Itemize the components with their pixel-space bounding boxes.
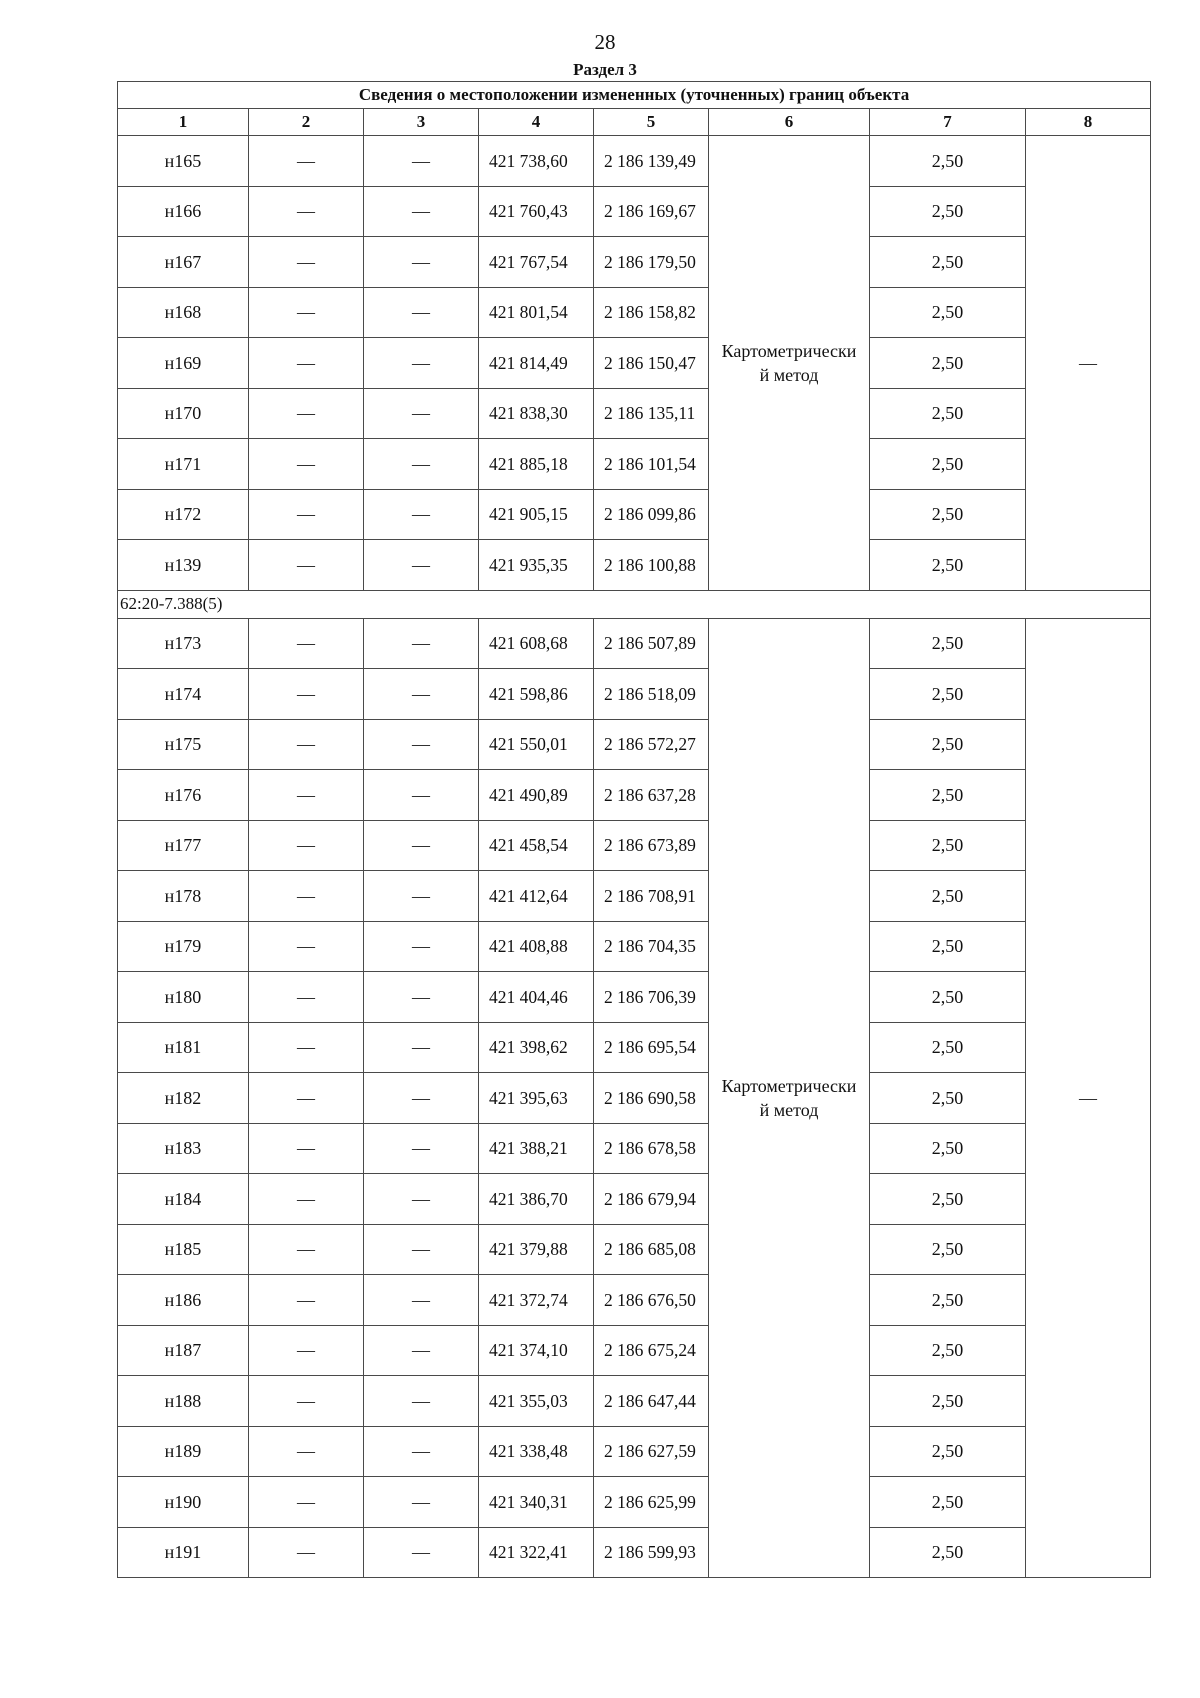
- accuracy-value: 2,50: [870, 1123, 1026, 1174]
- accuracy-value: 2,50: [870, 237, 1026, 288]
- column-2-value: —: [249, 489, 364, 540]
- table-row: [118, 1224, 1151, 1275]
- column-header: 5: [594, 109, 709, 136]
- method-text-line-1: Картометрически: [721, 340, 857, 361]
- point-number: н176: [118, 770, 249, 821]
- accuracy-value: 2,50: [870, 972, 1026, 1023]
- column-3-value: —: [364, 439, 479, 490]
- y-coordinate: 2 186 647,44: [594, 1376, 709, 1427]
- y-coordinate: 2 186 673,89: [594, 820, 709, 871]
- table-row: [118, 820, 1151, 871]
- column-2-value: —: [249, 287, 364, 338]
- accuracy-value: 2,50: [870, 1022, 1026, 1073]
- table-caption-row: [118, 82, 1151, 109]
- column-header: 6: [709, 109, 870, 136]
- y-coordinate: 2 186 627,59: [594, 1426, 709, 1477]
- column-3-value: —: [364, 1224, 479, 1275]
- accuracy-value: 2,50: [870, 338, 1026, 389]
- y-coordinate: 2 186 637,28: [594, 770, 709, 821]
- x-coordinate: 421 767,54: [479, 237, 594, 288]
- column-3-value: —: [364, 136, 479, 187]
- x-coordinate: 421 372,74: [479, 1275, 594, 1326]
- y-coordinate: 2 186 708,91: [594, 871, 709, 922]
- point-number: н184: [118, 1174, 249, 1225]
- y-coordinate: 2 186 679,94: [594, 1174, 709, 1225]
- column-3-value: —: [364, 1073, 479, 1124]
- y-coordinate: 2 186 599,93: [594, 1527, 709, 1578]
- accuracy-value: 2,50: [870, 1073, 1026, 1124]
- column-2-value: —: [249, 1376, 364, 1427]
- accuracy-value: 2,50: [870, 1477, 1026, 1528]
- column-8-value: —: [1026, 136, 1151, 591]
- point-number: н171: [118, 439, 249, 490]
- column-header-row: [118, 109, 1151, 136]
- column-3-value: —: [364, 669, 479, 720]
- table-row: [118, 237, 1151, 288]
- column-2-value: —: [249, 1426, 364, 1477]
- column-2-value: —: [249, 136, 364, 187]
- y-coordinate: 2 186 507,89: [594, 618, 709, 669]
- point-number: н169: [118, 338, 249, 389]
- y-coordinate: 2 186 135,11: [594, 388, 709, 439]
- column-header: 2: [249, 109, 364, 136]
- column-2-value: —: [249, 618, 364, 669]
- x-coordinate: 421 598,86: [479, 669, 594, 720]
- column-2-value: —: [249, 719, 364, 770]
- x-coordinate: 421 550,01: [479, 719, 594, 770]
- column-3-value: —: [364, 1275, 479, 1326]
- accuracy-value: 2,50: [870, 287, 1026, 338]
- y-coordinate: 2 186 100,88: [594, 540, 709, 591]
- accuracy-value: 2,50: [870, 669, 1026, 720]
- accuracy-value: 2,50: [870, 136, 1026, 187]
- y-coordinate: 2 186 101,54: [594, 439, 709, 490]
- table-row: [118, 669, 1151, 720]
- accuracy-value: 2,50: [870, 489, 1026, 540]
- x-coordinate: 421 905,15: [479, 489, 594, 540]
- point-number: н188: [118, 1376, 249, 1427]
- y-coordinate: 2 186 099,86: [594, 489, 709, 540]
- point-number: н183: [118, 1123, 249, 1174]
- table-row: [118, 186, 1151, 237]
- point-number: н182: [118, 1073, 249, 1124]
- column-3-value: —: [364, 770, 479, 821]
- table-row: [118, 540, 1151, 591]
- column-2-value: —: [249, 1022, 364, 1073]
- column-header: 4: [479, 109, 594, 136]
- point-number: н185: [118, 1224, 249, 1275]
- table-row: [118, 489, 1151, 540]
- y-coordinate: 2 186 685,08: [594, 1224, 709, 1275]
- point-number: н174: [118, 669, 249, 720]
- accuracy-value: 2,50: [870, 1174, 1026, 1225]
- y-coordinate: 2 186 518,09: [594, 669, 709, 720]
- x-coordinate: 421 322,41: [479, 1527, 594, 1578]
- section-title: Раздел 3: [573, 60, 637, 79]
- page-number: 28: [594, 30, 616, 54]
- y-coordinate: 2 186 572,27: [594, 719, 709, 770]
- column-2-value: —: [249, 1325, 364, 1376]
- column-3-value: —: [364, 237, 479, 288]
- y-coordinate: 2 186 695,54: [594, 1022, 709, 1073]
- y-coordinate: 2 186 179,50: [594, 237, 709, 288]
- accuracy-value: 2,50: [870, 1376, 1026, 1427]
- x-coordinate: 421 458,54: [479, 820, 594, 871]
- x-coordinate: 421 408,88: [479, 921, 594, 972]
- column-2-value: —: [249, 439, 364, 490]
- point-number: н190: [118, 1477, 249, 1528]
- point-number: н170: [118, 388, 249, 439]
- x-coordinate: 421 490,89: [479, 770, 594, 821]
- column-3-value: —: [364, 186, 479, 237]
- x-coordinate: 421 801,54: [479, 287, 594, 338]
- y-coordinate: 2 186 150,47: [594, 338, 709, 389]
- column-3-value: —: [364, 972, 479, 1023]
- point-number: н167: [118, 237, 249, 288]
- accuracy-value: 2,50: [870, 439, 1026, 490]
- point-number: н139: [118, 540, 249, 591]
- accuracy-value: 2,50: [870, 719, 1026, 770]
- table-row: [118, 1325, 1151, 1376]
- x-coordinate: 421 340,31: [479, 1477, 594, 1528]
- point-number: н175: [118, 719, 249, 770]
- method-cell: [709, 136, 870, 591]
- accuracy-value: 2,50: [870, 1275, 1026, 1326]
- x-coordinate: 421 885,18: [479, 439, 594, 490]
- table-row: [118, 719, 1151, 770]
- x-coordinate: 421 404,46: [479, 972, 594, 1023]
- column-8-value: —: [1026, 618, 1151, 1578]
- group-header-row: [118, 590, 1151, 618]
- x-coordinate: 421 386,70: [479, 1174, 594, 1225]
- column-2-value: —: [249, 1477, 364, 1528]
- column-3-value: —: [364, 1123, 479, 1174]
- table-row: [118, 439, 1151, 490]
- column-2-value: —: [249, 1174, 364, 1225]
- x-coordinate: 421 608,68: [479, 618, 594, 669]
- point-number: н180: [118, 972, 249, 1023]
- column-3-value: —: [364, 1527, 479, 1578]
- column-2-value: —: [249, 237, 364, 288]
- x-coordinate: 421 738,60: [479, 136, 594, 187]
- column-2-value: —: [249, 338, 364, 389]
- column-2-value: —: [249, 1123, 364, 1174]
- y-coordinate: 2 186 676,50: [594, 1275, 709, 1326]
- y-coordinate: 2 186 675,24: [594, 1325, 709, 1376]
- table-row: [118, 1527, 1151, 1578]
- point-number: н168: [118, 287, 249, 338]
- column-2-value: —: [249, 388, 364, 439]
- column-2-value: —: [249, 540, 364, 591]
- point-number: н191: [118, 1527, 249, 1578]
- method-text-line-1: Картометрически: [721, 1075, 857, 1096]
- point-number: н189: [118, 1426, 249, 1477]
- table-caption: Сведения о местоположении измененных (уточненных) границ объекта: [118, 82, 1151, 109]
- accuracy-value: 2,50: [870, 1325, 1026, 1376]
- column-2-value: —: [249, 669, 364, 720]
- point-number: н179: [118, 921, 249, 972]
- x-coordinate: 421 398,62: [479, 1022, 594, 1073]
- table-row: [118, 1275, 1151, 1326]
- x-coordinate: 421 395,63: [479, 1073, 594, 1124]
- y-coordinate: 2 186 158,82: [594, 287, 709, 338]
- table-row: [118, 972, 1151, 1023]
- column-3-value: —: [364, 388, 479, 439]
- column-3-value: —: [364, 871, 479, 922]
- table-row: [118, 1073, 1151, 1124]
- column-3-value: —: [364, 1477, 479, 1528]
- table-row: [118, 770, 1151, 821]
- x-coordinate: 421 388,21: [479, 1123, 594, 1174]
- point-number: н181: [118, 1022, 249, 1073]
- column-3-value: —: [364, 618, 479, 669]
- y-coordinate: 2 186 704,35: [594, 921, 709, 972]
- table-row: [118, 287, 1151, 338]
- column-3-value: —: [364, 820, 479, 871]
- point-number: н166: [118, 186, 249, 237]
- point-number: н187: [118, 1325, 249, 1376]
- column-3-value: —: [364, 540, 479, 591]
- table-row: [118, 1022, 1151, 1073]
- x-coordinate: 421 935,35: [479, 540, 594, 591]
- table-row: [118, 871, 1151, 922]
- table-row: [118, 618, 1151, 669]
- column-3-value: —: [364, 1376, 479, 1427]
- table-row: [118, 388, 1151, 439]
- x-coordinate: 421 355,03: [479, 1376, 594, 1427]
- column-2-value: —: [249, 921, 364, 972]
- table-row: [118, 1123, 1151, 1174]
- y-coordinate: 2 186 706,39: [594, 972, 709, 1023]
- accuracy-value: 2,50: [870, 618, 1026, 669]
- accuracy-value: 2,50: [870, 1426, 1026, 1477]
- column-3-value: —: [364, 921, 479, 972]
- table-row: [118, 1477, 1151, 1528]
- column-3-value: —: [364, 1174, 479, 1225]
- point-number: н177: [118, 820, 249, 871]
- column-header: 8: [1026, 109, 1151, 136]
- x-coordinate: 421 338,48: [479, 1426, 594, 1477]
- x-coordinate: 421 379,88: [479, 1224, 594, 1275]
- y-coordinate: 2 186 169,67: [594, 186, 709, 237]
- column-2-value: —: [249, 1527, 364, 1578]
- point-number: н186: [118, 1275, 249, 1326]
- y-coordinate: 2 186 678,58: [594, 1123, 709, 1174]
- table-row: [118, 1426, 1151, 1477]
- point-number: н173: [118, 618, 249, 669]
- table-row: [118, 1376, 1151, 1427]
- table-row: [118, 921, 1151, 972]
- column-header: 3: [364, 109, 479, 136]
- column-3-value: —: [364, 287, 479, 338]
- y-coordinate: 2 186 139,49: [594, 136, 709, 187]
- point-number: н172: [118, 489, 249, 540]
- x-coordinate: 421 814,49: [479, 338, 594, 389]
- x-coordinate: 421 412,64: [479, 871, 594, 922]
- point-number: н178: [118, 871, 249, 922]
- y-coordinate: 2 186 690,58: [594, 1073, 709, 1124]
- accuracy-value: 2,50: [870, 921, 1026, 972]
- column-header: 7: [870, 109, 1026, 136]
- method-cell: [709, 618, 870, 1578]
- column-2-value: —: [249, 1224, 364, 1275]
- x-coordinate: 421 838,30: [479, 388, 594, 439]
- group-label: 62:20-7.388(5): [118, 590, 1151, 618]
- column-header: 1: [118, 109, 249, 136]
- column-2-value: —: [249, 820, 364, 871]
- table-row: [118, 1174, 1151, 1225]
- accuracy-value: 2,50: [870, 871, 1026, 922]
- x-coordinate: 421 374,10: [479, 1325, 594, 1376]
- accuracy-value: 2,50: [870, 1224, 1026, 1275]
- point-number: н165: [118, 136, 249, 187]
- column-2-value: —: [249, 1073, 364, 1124]
- table-row: [118, 338, 1151, 389]
- table-row: [118, 136, 1151, 187]
- column-3-value: —: [364, 719, 479, 770]
- column-3-value: —: [364, 338, 479, 389]
- y-coordinate: 2 186 625,99: [594, 1477, 709, 1528]
- column-2-value: —: [249, 186, 364, 237]
- accuracy-value: 2,50: [870, 388, 1026, 439]
- column-2-value: —: [249, 871, 364, 922]
- column-2-value: —: [249, 972, 364, 1023]
- accuracy-value: 2,50: [870, 540, 1026, 591]
- method-text-line-2: й метод: [759, 364, 819, 385]
- column-3-value: —: [364, 1022, 479, 1073]
- column-3-value: —: [364, 489, 479, 540]
- column-2-value: —: [249, 770, 364, 821]
- column-2-value: —: [249, 1275, 364, 1326]
- x-coordinate: 421 760,43: [479, 186, 594, 237]
- method-text-line-2: й метод: [759, 1099, 819, 1120]
- column-3-value: —: [364, 1325, 479, 1376]
- column-3-value: —: [364, 1426, 479, 1477]
- accuracy-value: 2,50: [870, 820, 1026, 871]
- accuracy-value: 2,50: [870, 770, 1026, 821]
- accuracy-value: 2,50: [870, 1527, 1026, 1578]
- accuracy-value: 2,50: [870, 186, 1026, 237]
- boundary-coordinates-table: [117, 81, 1151, 1578]
